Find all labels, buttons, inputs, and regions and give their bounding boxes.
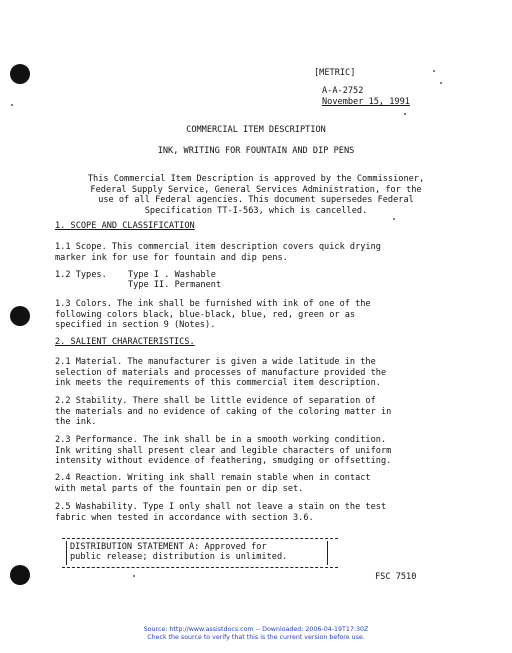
reaction-paragraph: 2.4 Reaction. Writing ink shall remain stable when in contact with metal parts of the fountain pen or dip set.: [55, 473, 371, 494]
material-paragraph: 2.1 Material. The manufacturer is given a wide latitude in the selection of materials and processes of manufacture provided the ink meets the requirements of this commercial item description.: [55, 357, 387, 389]
performance-paragraph: 2.3 Performance. The ink shall be in a smooth working condition. Ink writing shall present clear and legible characters of uniform intensity without evidence of feathering, smudging or offsetting.: [55, 435, 392, 467]
distribution-bottom-rule: [62, 567, 338, 568]
types-label: 1.2 Types.: [55, 270, 107, 280]
source-footer-line-1: Source: http://www.assistdocs.com -- Downloaded: 2006-04-19T17:30Z: [143, 626, 369, 633]
scan-speck: [440, 82, 442, 84]
scope-paragraph: 1.1 Scope. This commercial item description covers quick drying marker ink for use for fountain and dip pens.: [55, 242, 381, 263]
scan-speck: [404, 113, 406, 115]
punch-hole-middle: [10, 306, 30, 326]
colors-paragraph: 1.3 Colors. The ink shall be furnished with ink of one of the following colors black, blue-black, blue, red, green or as specified in section 9 (Notes).: [55, 299, 371, 331]
document-title: COMMERCIAL ITEM DESCRIPTION: [186, 125, 326, 135]
distribution-line-2: public release; distribution is unlimited.: [70, 552, 288, 562]
fsc-code: FSC 7510: [375, 572, 417, 582]
section-2-heading: 2. SALIENT CHARACTERISTICS.: [55, 337, 195, 347]
scan-speck: [133, 575, 135, 577]
distribution-line-1: DISTRIBUTION STATEMENT A: Approved for: [70, 542, 267, 552]
source-footer-line-2: Check the source to verify that this is the current version before use.: [147, 634, 365, 641]
distribution-top-rule: [62, 538, 338, 539]
washability-paragraph: 2.5 Washability. Type I only shall not leave a stain on the test fabric when tested in accordance with section 3.6.: [55, 502, 387, 523]
scan-speck: [393, 218, 395, 220]
punch-hole-top: [10, 64, 30, 84]
document-id: A-A-2752: [322, 86, 364, 96]
punch-hole-bottom: [10, 565, 30, 585]
scan-speck: [11, 104, 13, 106]
scan-speck: [433, 70, 435, 72]
intro-paragraph: This Commercial Item Description is approved by the Commissioner, Federal Supply Service, General Services Administration, for the use of all Federal agencies. This document supersedes Federal Specification TT-I-563, which is cancelled.: [87, 174, 425, 216]
stability-paragraph: 2.2 Stability. There shall be little evidence of separation of the materials and no evidence of caking of the coloring matter in the ink.: [55, 396, 392, 428]
document-subtitle: INK, WRITING FOR FOUNTAIN AND DIP PENS: [157, 146, 355, 156]
type-1: Type I . Washable: [128, 270, 216, 280]
metric-label: [METRIC]: [314, 68, 356, 78]
document-date: November 15, 1991: [322, 97, 410, 107]
section-1-heading: 1. SCOPE AND CLASSIFICATION: [55, 221, 195, 231]
type-2: Type II. Permanent: [128, 280, 222, 290]
